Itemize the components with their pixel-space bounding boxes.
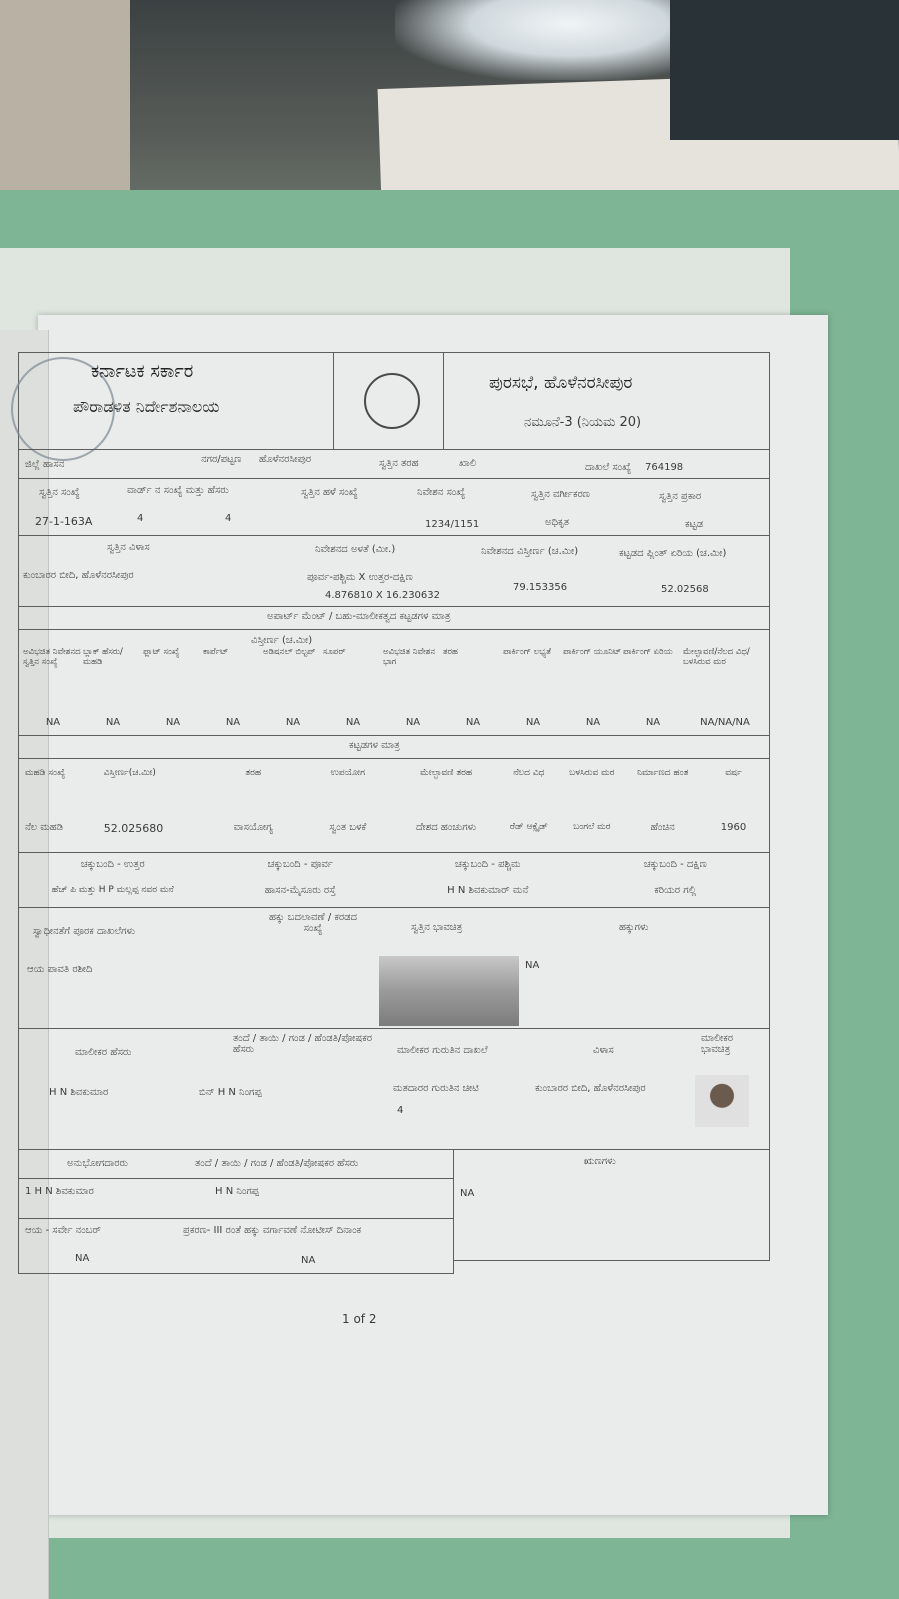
label-kind: ಸ್ವತ್ತಿನ ಪ್ರಕಾರ: [659, 491, 702, 502]
apt-header: ಪಾರ್ಕಿಂಗ್ ಏರಿಯ: [623, 647, 673, 657]
boundary-value: ಕರಿಯರ ಗಲ್ಲಿ: [654, 885, 697, 896]
survey-no: NA: [75, 1253, 90, 1264]
bld-header: ನಿರ್ಮಾಣದ ಹಂತ: [636, 768, 689, 778]
boundary-value: ಹಾಸನ-ಮೈಸೂರು ರಸ್ತೆ: [264, 885, 336, 896]
property-no: 27-1-163A: [35, 515, 93, 528]
occupant-name: 1 H N ಶಿವಕುಮಾರ: [25, 1186, 94, 1197]
emblem-icon: [364, 373, 420, 429]
label-owner-photo: ಮಾಲೀಕರ ಭಾವಚಿತ್ರ: [701, 1033, 734, 1055]
council-title: ಪುರಸಭೆ, ಹೊಳೆನರಸೀಪುರ: [489, 373, 633, 393]
bld-value: ದೇಶದ ಹಂಚುಗಳು: [416, 822, 477, 833]
apt-value: NA: [285, 717, 301, 728]
apt-header: ಅಡಿಷನಲ್ ಬಿಲ್ಟಪ್: [263, 647, 316, 657]
boundaries-section: [18, 852, 770, 908]
apt-value: NA: [585, 717, 601, 728]
occupant-section: [18, 1149, 770, 1279]
apt-value: NA: [465, 717, 481, 728]
owner-photo: [695, 1075, 749, 1127]
boundary-value: H N ಶಿವಕುಮಾರ್ ಮನೆ: [447, 885, 529, 896]
label-property-photo: ಸ್ವತ್ತಿನ ಭಾವಚಿತ್ರ: [411, 922, 463, 933]
boundary-headers: [19, 859, 769, 870]
bld-value: ರೆಡ್ ಆಕ್ಸೈಡ್: [509, 822, 548, 832]
label-plinth: ಕಟ್ಟಡದ ಪ್ಲಿಂತ್ ಏರಿಯ (ಚ.ಮೀ): [619, 548, 727, 559]
bld-value: 1960: [720, 822, 747, 833]
apt-value: NA: [165, 717, 181, 728]
apt-header: ಪಾರ್ಕಿಂಗ್ ಯೂನಿಟ್: [563, 647, 622, 657]
dimensions-label: ಪೂರ್ವ-ಪಶ್ಚಿಮ X ಉತ್ತರ-ದಕ್ಷಿಣ: [307, 572, 413, 583]
reg-number: 764198: [645, 462, 684, 473]
label-occupant: ಅನುಭೋಗದಾರರು: [67, 1158, 128, 1169]
town-label: ನಗರ/ಪಟ್ಟಣ: [201, 454, 242, 465]
address: ಕುಂಬಾರರ ಬೀದಿ, ಹೊಳೆನರಸೀಪುರ: [23, 570, 134, 581]
building-values: [25, 822, 765, 835]
apt-value: NA: [645, 717, 661, 728]
location-row: [18, 449, 770, 479]
apt-header: ಅವಿಭಜಿತ ನಿವೇಶನ ಭಾಗ: [383, 647, 436, 667]
ward-no: 4: [137, 513, 144, 524]
form-header: [18, 352, 770, 450]
area-group-label: ವಿಸ್ತೀರ್ಣ (ಚ.ಮೀ): [251, 635, 313, 646]
liabilities-box: [453, 1149, 770, 1261]
apt-value: NA: [345, 717, 361, 728]
form-number: ನಮೂನೆ-3 (ನಿಯಮ 20): [524, 415, 642, 430]
reg-label: ದಾಖಲೆ ಸಂಖ್ಯೆ: [585, 462, 632, 473]
apt-header: ಸೂಪರ್: [323, 647, 346, 657]
label-liabilities: ಋಣಗಳು: [584, 1156, 616, 1167]
bld-header: ತರಹ: [245, 768, 262, 778]
address-row: [18, 535, 770, 607]
bld-value: ನೆಲ ಮಹಡಿ: [25, 822, 64, 833]
rights-value: NA: [525, 960, 540, 971]
apartment-values: [23, 717, 767, 728]
boundary-values: [19, 885, 769, 896]
boundary-value: ಹೆಚ್ ಪಿ ಮತ್ತು H P ಮಲ್ಲಪ್ಪ ನವರ ಮನೆ: [51, 885, 174, 895]
bld-value: 52.025680: [103, 822, 164, 835]
owner-section: [18, 1028, 770, 1150]
apartment-section: [18, 606, 770, 736]
apartment-headers: [23, 647, 767, 707]
label-notice-date: ಪ್ರಕರಣ- III ರಂತೆ ಹಕ್ಕು ವರ್ಗಾವಣೆ ನೋಟೀಸ್ ದಿನಾಂಕ: [183, 1225, 362, 1236]
owner-name: H N ಶಿವಕುಮಾರ: [49, 1087, 109, 1098]
bld-header: ನೆಲದ ವಿಧ: [513, 768, 545, 778]
bld-value: ಬಂಗಲೆ ಮರ: [573, 822, 611, 832]
gov-title: ಕರ್ನಾಟಕ ಸರ್ಕಾರ: [91, 361, 194, 382]
occupant-parent: H N ನಿಂಗಪ್ಪ: [215, 1186, 259, 1197]
apt-value: NA/NA/NA: [700, 717, 750, 728]
apartment-title: ಅಪಾರ್ಟ್ ಮೆಂಟ್ / ಬಹು-ಮಾಲೀಕತ್ವದ ಕಟ್ಟಡಗಳ ಮಾತ್ರ: [267, 611, 451, 622]
apt-header: ಫ್ಲಾಟ್ ಸಂಖ್ಯೆ: [143, 647, 180, 657]
property-id-row: [18, 478, 770, 536]
page-number: 1 of 2: [342, 1312, 377, 1326]
liabilities-value: NA: [460, 1188, 475, 1199]
property-type-label: ಸ್ವತ್ತಿನ ತರಹ: [379, 458, 419, 469]
property-photo: [379, 956, 519, 1026]
boundary-header: ಚಕ್ಕುಬಂದಿ - ಉತ್ತರ: [80, 859, 145, 870]
site-no: 1234/1151: [425, 519, 480, 530]
owner-id-type: ಮತದಾರರ ಗುರುತಿನ ಚೀಟಿ: [393, 1083, 479, 1094]
label-classification: ಸ್ವತ್ತಿನ ವರ್ಗೀಕರಣ: [531, 489, 590, 500]
label-site-no: ನಿವೇಶನ ಸಂಖ್ಯೆ: [417, 487, 466, 498]
town-value: ಹೊಳೆನರಸೀಪುರ: [259, 454, 312, 465]
bld-value: ಹೆಂಚಿನ: [650, 822, 675, 833]
label-survey-no: ಆಯ - ಸರ್ವೇ ನಂಬರ್: [25, 1225, 101, 1236]
notice-date: NA: [301, 1255, 316, 1266]
classification: ಅಧಿಕೃತ: [545, 517, 570, 528]
label-property-no: ಸ್ವತ್ತಿನ ಸಂಖ್ಯೆ: [39, 487, 80, 498]
apt-header: ಪಾರ್ಕಿಂಗ್ ಲಭ್ಯತೆ: [503, 647, 551, 657]
occupant-table: [18, 1149, 454, 1219]
building-section: [18, 735, 770, 853]
bld-header: ಮಹಡಿ ಸಂಖ್ಯೆ: [25, 768, 66, 778]
label-owner-address: ವಿಳಾಸ: [593, 1045, 614, 1056]
bld-header: ವಿಸ್ತೀರ್ಣ(ಚ.ಮೀ): [103, 768, 156, 778]
apt-value: NA: [105, 717, 121, 728]
apt-value: NA: [225, 717, 241, 728]
plinth-area: 52.02568: [661, 584, 709, 595]
window-glare: [395, 0, 685, 80]
apt-header: ಕಾರ್ಪೆಟ್: [203, 647, 229, 657]
owner-parent: ಬಿನ್ H N ನಿಂಗಪ್ಪ: [199, 1087, 262, 1098]
owner-id-value: 4: [397, 1105, 404, 1116]
label-supporting-docs: ಸ್ವಾಧೀನತೆಗೆ ಪೂರಕ ದಾಖಲೆಗಳು: [33, 926, 136, 937]
label-owner-parent: ತಂದೆ / ತಾಯಿ / ಗಂಡ / ಹೆಂಡತಿ/ಪೋಷಕರ ಹೆಸರು: [233, 1033, 372, 1055]
bld-header: ವರ್ಷ: [725, 768, 742, 778]
label-owner-id: ಮಾಲೀಕರ ಗುರುತಿನ ದಾಖಲೆ: [397, 1045, 488, 1056]
label-owner-name: ಮಾಲೀಕರ ಹೆಸರು: [75, 1047, 132, 1058]
apt-header: ಬ್ಲಾಕ್ ಹೆಸರು/ ಮಹಡಿ: [83, 647, 123, 667]
dept-title: ಪೌರಾಡಳಿತ ನಿರ್ದೇಶನಾಲಯ: [73, 397, 220, 416]
label-rights: ಹಕ್ಕುಗಳು: [619, 922, 649, 933]
building-headers: [25, 768, 765, 778]
label-occupant-parent: ತಂದೆ / ತಾಯಿ / ಗಂಡ / ಹೆಂಡತಿ/ಪೋಷಕರ ಹೆಸರು: [195, 1158, 359, 1169]
apt-value: NA: [405, 717, 421, 728]
district: ಜಿಲ್ಲೆ ಹಾಸನ: [25, 459, 65, 470]
label-dimensions: ನಿವೇಶನದ ಅಳತೆ (ಮೀ.): [315, 544, 396, 555]
bld-header: ಬಳಸಿರುವ ಮರ: [569, 768, 615, 778]
documents-section: [18, 907, 770, 1029]
monitor-background: [670, 0, 899, 140]
boundary-header: ಚಕ್ಕುಬಂದಿ - ದಕ್ಷಿಣ: [643, 859, 707, 870]
dimensions-value: 4.876810 X 16.230632: [325, 590, 440, 601]
bld-value: ಸ್ವಂತ ಬಳಕೆ: [329, 822, 367, 833]
building-title: ಕಟ್ಟಡಗಳ ಮಾತ್ರ: [349, 740, 400, 751]
notice-table: [18, 1218, 454, 1274]
bld-header: ಮೇಲ್ಛಾವಣಿ ತರಹ: [420, 768, 473, 778]
old-no: 4: [225, 513, 232, 524]
apt-header: ಅವಿಭಜಿತ ನಿವೇಶನದ ಸ್ವತ್ತಿನ ಸಂಖ್ಯೆ: [23, 647, 81, 667]
label-old-no: ಸ್ವತ್ತಿನ ಹಳೆ ಸಂಖ್ಯೆ: [301, 487, 358, 498]
label-address: ಸ್ವತ್ತಿನ ವಿಳಾಸ: [107, 542, 150, 553]
boundary-header: ಚಕ್ಕುಬಂದಿ - ಪೂರ್ವ: [267, 859, 333, 870]
bld-value: ವಾಸಯೋಗ್ಯ: [233, 822, 273, 833]
apt-value: NA: [525, 717, 541, 728]
bld-header: ಉಪಯೋಗ: [330, 768, 366, 778]
owner-address: ಕುಂಬಾರರ ಬೀದಿ, ಹೊಳೆನರಸೀಪುರ: [535, 1083, 646, 1094]
apt-header: ಮೇಲ್ಛಾವಣಿ/ನೆಲದ ವಿಧ/ಬಳಸಿರುವ ಮರ: [683, 647, 750, 667]
label-mutation-no: ಹಕ್ಕು ಬದಲಾವಣೆ / ಕರಡದ ಸಂಖ್ಯೆ: [268, 912, 358, 934]
label-ward: ವಾರ್ಡ್ ನ ಸಂಖ್ಯೆ ಮತ್ತು ಹೆಸರು: [127, 485, 229, 496]
site-area: 79.153356: [513, 582, 568, 593]
apt-value: NA: [45, 717, 61, 728]
apt-header: ತರಹ: [443, 647, 458, 657]
supporting-doc: ಆಯ ಪಾವತಿ ರಶೀದಿ: [27, 964, 93, 975]
property-type-value: ಖಾಲಿ: [459, 458, 477, 469]
boundary-header: ಚಕ್ಕುಬಂದಿ - ಪಶ್ಚಿಮ: [455, 859, 521, 870]
kind: ಕಟ್ಟಡ: [685, 519, 704, 530]
label-site-area: ನಿವೇಶನದ ವಿಸ್ತೀರ್ಣ (ಚ.ಮೀ): [481, 546, 579, 557]
